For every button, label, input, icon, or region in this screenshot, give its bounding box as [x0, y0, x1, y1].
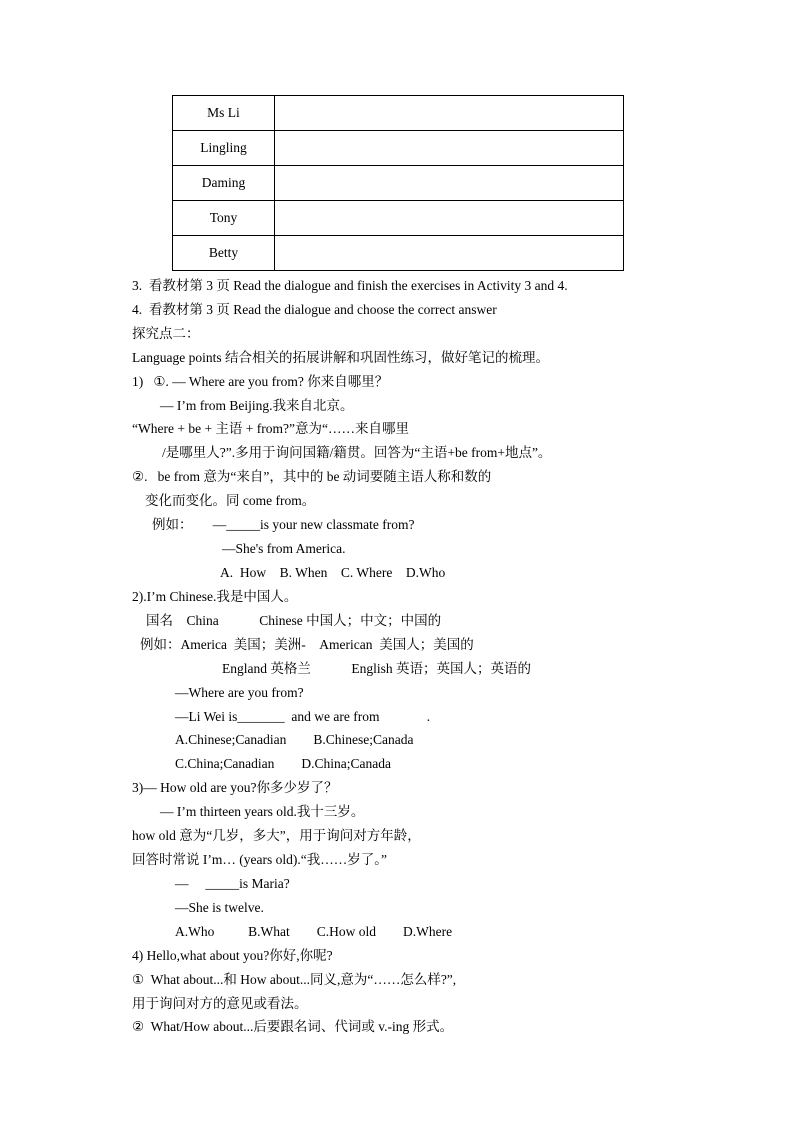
point-2-country: 国名 China Chinese 中国人；中文；中国的: [146, 613, 442, 628]
table-row: [173, 166, 624, 201]
point-2-heading: 2).I’m Chinese.我是中国人。: [132, 589, 298, 604]
example-1-options: A. How B. When C. Where D.Who: [220, 565, 446, 580]
example-2-options-cd: C.China;Canadian D.China;Canada: [175, 756, 391, 771]
point-1-question: 1) ①. — Where are you from? 你来自哪里？: [132, 374, 389, 389]
example-2-question: —Where are you from?: [175, 685, 304, 700]
table-answer-cell: [275, 166, 624, 201]
point-3-note-cont: 回答时常说 I’m… (years old).“我……岁了。”: [132, 852, 387, 867]
table-name-cell: Betty: [173, 236, 275, 271]
point-4-note-2: ② What/How about...后要跟名词、代词或 v.-ing 形式。: [132, 1019, 454, 1034]
table-row: [173, 201, 624, 236]
example-1-reply: —She's from America.: [222, 541, 346, 556]
point-3-question: 3)— How old are you?你多少岁了？: [132, 780, 338, 795]
point-4-note-1-cont: 用于询问对方的意见或看法。: [132, 996, 308, 1011]
table-row: [173, 131, 624, 166]
point-1-sub-2-cont: 变化而变化。同 come from。: [145, 493, 316, 508]
table-answer-cell: [275, 236, 624, 271]
example-3-reply: —She is twelve.: [175, 900, 264, 915]
example-1-question: 例如： —_____is your new classmate from?: [152, 517, 415, 532]
point-1-note-cont: /是哪里人?”.多用于询问国籍/籍贯。回答为“主语+be from+地点”。: [162, 445, 552, 460]
table-name-cell: Daming: [173, 166, 275, 201]
table-answer-cell: [275, 201, 624, 236]
point-3-note: how old 意为“几岁，多大”，用于询问对方年龄，: [132, 828, 421, 843]
table-answer-cell: [275, 131, 624, 166]
point-4-heading: 4) Hello,what about you?你好,你呢?: [132, 948, 333, 963]
example-2-options-ab: A.Chinese;Canadian B.Chinese;Canada: [175, 732, 414, 747]
table-row: [173, 236, 624, 271]
example-3-options: A.Who B.What C.How old D.Where: [175, 924, 453, 939]
activity-instruction-3: 3. 看教材第 3 页 Read the dialogue and finish the exercises in Activity 3 and 4.: [132, 278, 568, 293]
activity-instruction-4: 4. 看教材第 3 页 Read the dialogue and choose the correct answer: [132, 302, 497, 317]
table-row: [173, 96, 624, 131]
point-1-answer: — I’m from Beijing.我来自北京。: [160, 398, 354, 413]
point-2-example-england: England 英格兰 English 英语；英国人；英语的: [222, 661, 531, 676]
point-4-note-1: ① What about...和 How about...同义,意为“……怎么样?”,: [132, 972, 457, 987]
table-name-cell: Tony: [173, 201, 275, 236]
section-heading: 探究点二：: [132, 326, 200, 341]
table-name-cell: Lingling: [173, 131, 275, 166]
point-1-sub-2: ②. be from 意为“来自”，其中的 be 动词要随主语人称和数的: [132, 469, 492, 484]
point-2-example-america: 例如：America 美国；美洲- American 美国人；美国的: [140, 637, 474, 652]
point-1-note: “Where + be + 主语 + from?”意为“……来自哪里: [132, 421, 410, 436]
table-answer-cell: [275, 96, 624, 131]
name-table: [172, 95, 624, 271]
point-3-answer: — I’m thirteen years old.我十三岁。: [160, 804, 365, 819]
table-name-cell: Ms Li: [173, 96, 275, 131]
example-3-question: — _____is Maria?: [175, 876, 290, 891]
language-points-intro: Language points 结合相关的拓展讲解和巩固性练习，做好笔记的梳理。: [132, 350, 549, 365]
example-2-reply: —Li Wei is_______ and we are from .: [175, 709, 431, 724]
